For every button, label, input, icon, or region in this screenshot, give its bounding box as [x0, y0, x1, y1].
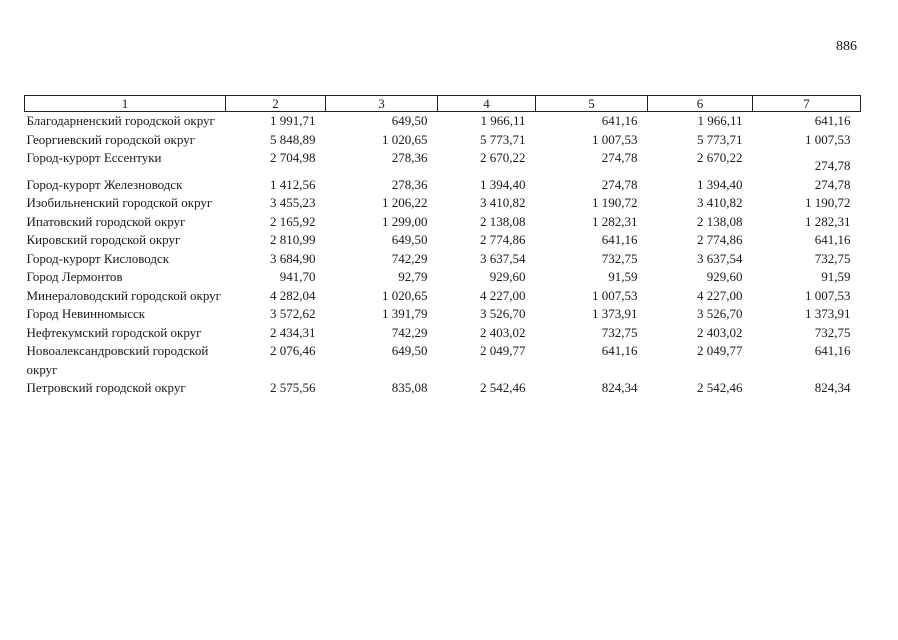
municipality-name: Город Невинномысск — [26, 306, 146, 321]
table-row — [25, 250, 861, 269]
column-number-header-row — [25, 96, 861, 112]
table-row — [25, 213, 861, 232]
value-cell: 1 007,53 — [805, 287, 851, 303]
value-cell: 1 394,40 — [480, 176, 526, 192]
value-cell: 4 227,00 — [480, 287, 526, 303]
value-cell: 1 299,00 — [382, 213, 428, 229]
value-cell: 742,29 — [391, 250, 428, 266]
value-cell: 1 020,65 — [382, 131, 428, 147]
value-cell: 649,50 — [391, 113, 428, 128]
value-cell: 1 020,65 — [382, 287, 428, 303]
value-cell: 1 412,56 — [270, 176, 316, 192]
value-cell: 5 773,71 — [480, 131, 526, 147]
value-cell: 2 670,22 — [480, 150, 526, 165]
table-row — [25, 194, 861, 213]
column-header: 2 — [226, 96, 326, 112]
municipality-name: Ипатовский городской округ — [26, 213, 186, 229]
value-cell: 1 394,40 — [697, 176, 743, 192]
value-cell: 2 542,46 — [480, 380, 526, 395]
column-header: 4 — [438, 96, 536, 112]
value-cell: 3 572,62 — [270, 306, 316, 321]
value-cell: 3 637,54 — [480, 250, 526, 266]
municipality-name: Нефтекумский городской округ — [26, 324, 202, 340]
value-cell: 5 848,89 — [270, 131, 316, 147]
table-row — [25, 112, 861, 131]
value-cell: 1 007,53 — [592, 287, 638, 303]
value-cell: 2 774,86 — [697, 232, 743, 247]
value-cell: 1 206,22 — [382, 195, 428, 210]
value-cell: 274,78 — [601, 176, 638, 192]
column-header: 7 — [753, 96, 861, 112]
value-cell: 91,59 — [821, 269, 851, 284]
table-row — [25, 131, 861, 150]
value-cell: 2 049,77 — [697, 343, 743, 358]
municipality-name: Город-курорт Кисловодск — [26, 250, 170, 266]
municipality-name: Георгиевский городской округ — [26, 131, 196, 147]
value-cell: 92,79 — [398, 269, 428, 284]
value-cell: 835,08 — [391, 380, 428, 395]
value-cell: 274,78 — [814, 176, 851, 192]
value-cell: 3 684,90 — [270, 250, 316, 266]
value-cell: 1 373,91 — [805, 306, 851, 321]
value-cell: 2 076,46 — [270, 343, 316, 358]
column-header: 6 — [648, 96, 753, 112]
value-cell: 1 282,31 — [805, 213, 851, 229]
value-cell: 641,16 — [814, 113, 851, 128]
municipality-name: Благодарненский городской округ — [26, 113, 215, 128]
page-number: 886 — [836, 39, 857, 54]
municipality-name: Город Лермонтов — [26, 269, 123, 284]
value-cell: 2 542,46 — [697, 380, 743, 395]
value-cell: 641,16 — [814, 343, 851, 358]
value-cell: 3 410,82 — [697, 195, 743, 210]
value-cell: 1 966,11 — [480, 113, 526, 128]
value-cell: 1 007,53 — [592, 131, 638, 147]
value-cell: 274,78 — [601, 150, 638, 165]
table-row — [25, 324, 861, 343]
value-cell: 2 670,22 — [697, 150, 743, 165]
value-cell: 1 282,31 — [592, 213, 638, 229]
value-cell: 4 227,00 — [697, 287, 743, 303]
value-cell: 3 410,82 — [480, 195, 526, 210]
table-row — [25, 287, 861, 306]
value-cell: 941,70 — [279, 269, 316, 284]
table-row — [25, 379, 861, 398]
value-cell: 1 391,79 — [382, 306, 428, 321]
value-cell: 649,50 — [391, 343, 428, 358]
value-cell: 278,36 — [391, 176, 428, 192]
municipality-name: Кировский городской округ — [26, 232, 181, 247]
column-header: 3 — [326, 96, 438, 112]
municipality-name: Изобильненский городской округ — [26, 195, 213, 210]
value-cell: 732,75 — [601, 324, 638, 340]
value-cell: 3 526,70 — [697, 306, 743, 321]
data-table — [24, 95, 861, 398]
table-row — [25, 176, 861, 195]
value-cell: 1 190,72 — [805, 195, 851, 210]
table-row — [25, 268, 861, 287]
value-cell: 274,78 — [814, 158, 851, 173]
value-cell: 649,50 — [391, 232, 428, 247]
value-cell: 2 165,92 — [270, 213, 316, 229]
table-row — [25, 231, 861, 250]
value-cell: 5 773,71 — [697, 131, 743, 147]
value-cell: 2 049,77 — [480, 343, 526, 358]
value-cell: 742,29 — [391, 324, 428, 340]
value-cell: 824,34 — [814, 380, 851, 395]
value-cell: 2 704,98 — [270, 150, 316, 165]
value-cell: 641,16 — [601, 113, 638, 128]
value-cell: 278,36 — [391, 150, 428, 165]
value-cell: 1 966,11 — [697, 113, 743, 128]
table-body — [25, 112, 861, 398]
value-cell: 732,75 — [814, 250, 851, 266]
value-cell: 1 190,72 — [592, 195, 638, 210]
municipality-name: Петровский городской округ — [26, 380, 186, 395]
value-cell: 2 138,08 — [697, 213, 743, 229]
value-cell: 3 526,70 — [480, 306, 526, 321]
value-cell: 641,16 — [814, 232, 851, 247]
value-cell: 641,16 — [601, 232, 638, 247]
value-cell: 1 991,71 — [270, 113, 316, 128]
municipality-name: Город-курорт Ессентуки — [26, 150, 162, 165]
value-cell: 2 403,02 — [697, 324, 743, 340]
value-cell: 2 774,86 — [480, 232, 526, 247]
municipality-name: Минераловодский городской округ — [26, 287, 222, 303]
value-cell: 91,59 — [608, 269, 638, 284]
value-cell: 929,60 — [706, 269, 743, 284]
value-cell: 2 575,56 — [270, 380, 316, 395]
value-cell: 2 138,08 — [480, 213, 526, 229]
value-cell: 2 434,31 — [270, 324, 316, 340]
value-cell: 1 373,91 — [592, 306, 638, 321]
value-cell: 3 637,54 — [697, 250, 743, 266]
column-header: 1 — [25, 96, 226, 112]
column-header: 5 — [536, 96, 648, 112]
table-row — [25, 305, 861, 324]
value-cell: 732,75 — [814, 324, 851, 340]
municipality-name: Новоалександровский городской округ — [26, 343, 209, 377]
value-cell: 732,75 — [601, 250, 638, 266]
value-cell: 1 007,53 — [805, 131, 851, 147]
value-cell: 2 403,02 — [480, 324, 526, 340]
value-cell: 2 810,99 — [270, 232, 316, 247]
table-row — [25, 342, 861, 379]
value-cell: 824,34 — [601, 380, 638, 395]
value-cell: 929,60 — [489, 269, 526, 284]
value-cell: 4 282,04 — [270, 287, 316, 303]
value-cell: 3 455,23 — [270, 195, 316, 210]
table-row — [25, 149, 861, 176]
municipality-name: Город-курорт Железноводск — [26, 176, 183, 192]
value-cell: 641,16 — [601, 343, 638, 358]
